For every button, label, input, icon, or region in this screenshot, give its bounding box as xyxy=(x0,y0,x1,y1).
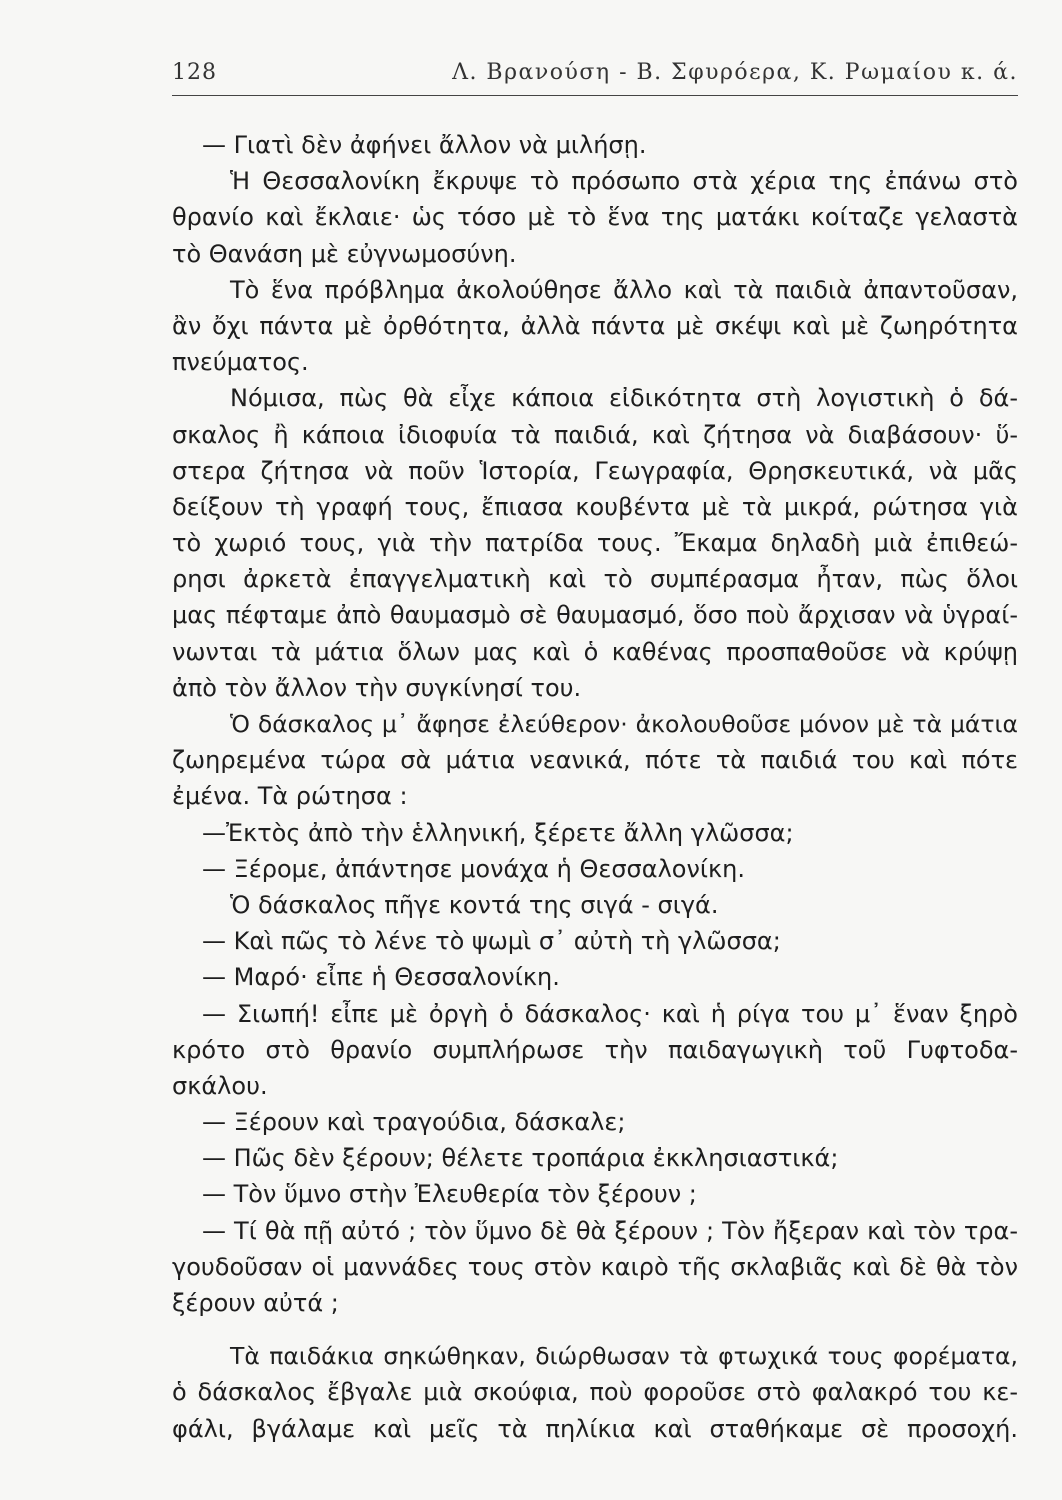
text-line: — Τὸν ὕμνο στὴν Ἐλευθερία τὸν ξέρουν ; xyxy=(202,1180,697,1209)
text-line: δείξουν τὴ γραφή τους, ἔπιασα κουβέντα μὲ τὰ μικρά, ρώτησα γιὰ xyxy=(172,492,1018,521)
page-header xyxy=(172,60,1018,90)
text-line: νωνται τὰ μάτια ὅλων μας καὶ ὁ καθένας προσπαθοῦσε νὰ κρύψῃ xyxy=(172,637,1018,666)
text-line: — Μαρό· εἶπε ἡ Θεσσαλονίκη. xyxy=(202,963,560,992)
text-line: πνεύματος. xyxy=(172,348,309,377)
text-line: τὸ χωριό τους, γιὰ τὴν πατρίδα τους. Ἔκαμα δηλαδὴ μιὰ ἐπιθεώ- xyxy=(172,529,1018,558)
text-line: — Ξέρομε, ἀπάντησε μονάχα ἡ Θεσσαλονίκη. xyxy=(202,854,745,883)
header-rule xyxy=(172,95,1018,96)
text-line: Νόμισα, πὼς θὰ εἶχε κάποια εἰδικότητα στὴ λογιστικὴ ὁ δά- xyxy=(230,384,1018,413)
body-text xyxy=(172,127,1018,1447)
text-line: — Γιατὶ δὲν ἀφήνει ἄλλον νὰ μιλήσῃ. xyxy=(202,131,647,159)
text-line: σκάλου. xyxy=(172,1071,268,1100)
page-number: 128 xyxy=(172,60,217,85)
text-line: σκαλος ἢ κάποια ἰδιοφυία τὰ παιδιά, καὶ ζήτησα νὰ διαβάσουν· ὕ- xyxy=(172,420,1018,449)
text-line: ἀπὸ τὸν ἄλλον τὴν συγκίνησί του. xyxy=(172,673,582,702)
text-line: φάλι, βγάλαμε καὶ μεῖς τὰ πηλίκια καὶ σταθήκαμε σὲ προσοχή. xyxy=(172,1414,1018,1443)
text-line: — Σιωπή! εἶπε μὲ ὀργὴ ὁ δάσκαλος· καὶ ἡ ρίγα του μ᾽ ἕναν ξηρὸ xyxy=(202,999,1018,1028)
text-line: θρανίο καὶ ἔκλαιε· ὡς τόσο μὲ τὸ ἕνα της ματάκι κοίταζε γελαστὰ xyxy=(172,203,1018,232)
text-line: μας πέφταμε ἀπὸ θαυμασμὸ σὲ θαυμασμό, ὅσο ποὺ ἄρχισαν νὰ ὑγραί- xyxy=(172,601,1018,630)
text-line: Τὰ παιδάκια σηκώθηκαν, διώρθωσαν τὰ φτωχικά τους φορέματα, xyxy=(230,1342,1018,1371)
text-line: — Ξέρουν καὶ τραγούδια, δάσκαλε; xyxy=(202,1108,626,1137)
text-line: ἂν ὄχι πάντα μὲ ὀρθότητα, ἀλλὰ πάντα μὲ σκέψι καὶ μὲ ζωηρότητα xyxy=(172,311,1018,340)
text-line: ρησι ἀρκετὰ ἐπαγγελματικὴ καὶ τὸ συμπέρασμα ἦταν, πὼς ὅλοι xyxy=(172,565,1018,594)
text-line: — Πῶς δὲν ξέρουν; θέλετε τροπάρια ἐκκλησιαστικά; xyxy=(202,1144,839,1173)
text-line: ὁ δάσκαλος ἔβγαλε μιὰ σκούφια, ποὺ φοροῦσε στὸ φαλακρό του κε- xyxy=(172,1378,1018,1407)
text-line: ἐμένα. Τὰ ρώτησα : xyxy=(172,782,408,811)
running-head: Λ. Βρανούση - Β. Σφυρόερα, Κ. Ρωμαίου κ. ά. xyxy=(452,60,1018,85)
text-line: ξέρουν αὐτά ; xyxy=(172,1289,339,1317)
text-line: —Ἐκτὸς ἀπὸ τὴν ἑλληνική, ξέρετε ἄλλη γλῶσσα; xyxy=(202,818,794,847)
text-line: — Καὶ πῶς τὸ λένε τὸ ψωμὶ σ᾽ αὐτὴ τὴ γλῶσσα; xyxy=(202,927,781,956)
text-line: τὸ Θανάση μὲ εὐγνωμοσύνη. xyxy=(172,239,517,268)
text-line: Τὸ ἕνα πρόβλημα ἀκολούθησε ἄλλο καὶ τὰ παιδιὰ ἀπαντοῦσαν, xyxy=(230,275,1018,304)
text-line: στερα ζήτησα νὰ ποῦν Ἱστορία, Γεωγραφία, Θρησκευτικά, νὰ μᾶς xyxy=(172,456,1018,485)
text-line: γουδοῦσαν οἱ μαννάδες τους στὸν καιρὸ τῆς σκλαβιᾶς καὶ δὲ θὰ τὸν xyxy=(172,1252,1018,1281)
text-line: κρότο στὸ θρανίο συμπλήρωσε τὴν παιδαγωγικὴ τοῦ Γυφτοδα- xyxy=(172,1035,1018,1064)
text-line: Ὁ δάσκαλος πῆγε κοντά της σιγά - σιγά. xyxy=(230,890,719,919)
text-line: — Τί θὰ πῇ αὐτό ; τὸν ὕμνο δὲ θὰ ξέρουν ; Τὸν ἤξεραν καὶ τὸν τρα- xyxy=(202,1216,1018,1245)
text-line: ζωηρεμένα τώρα σὰ μάτια νεανικά, πότε τὰ παιδιά του καὶ πότε xyxy=(172,746,1018,775)
text-line: Ἡ Θεσσαλονίκη ἔκρυψε τὸ πρόσωπο στὰ χέρια της ἐπάνω στὸ xyxy=(230,167,1018,196)
text-line: Ὁ δάσκαλος μ᾽ ἄφησε ἐλεύθερον· ἀκολουθοῦσε μόνον μὲ τὰ μάτια xyxy=(230,710,1018,738)
